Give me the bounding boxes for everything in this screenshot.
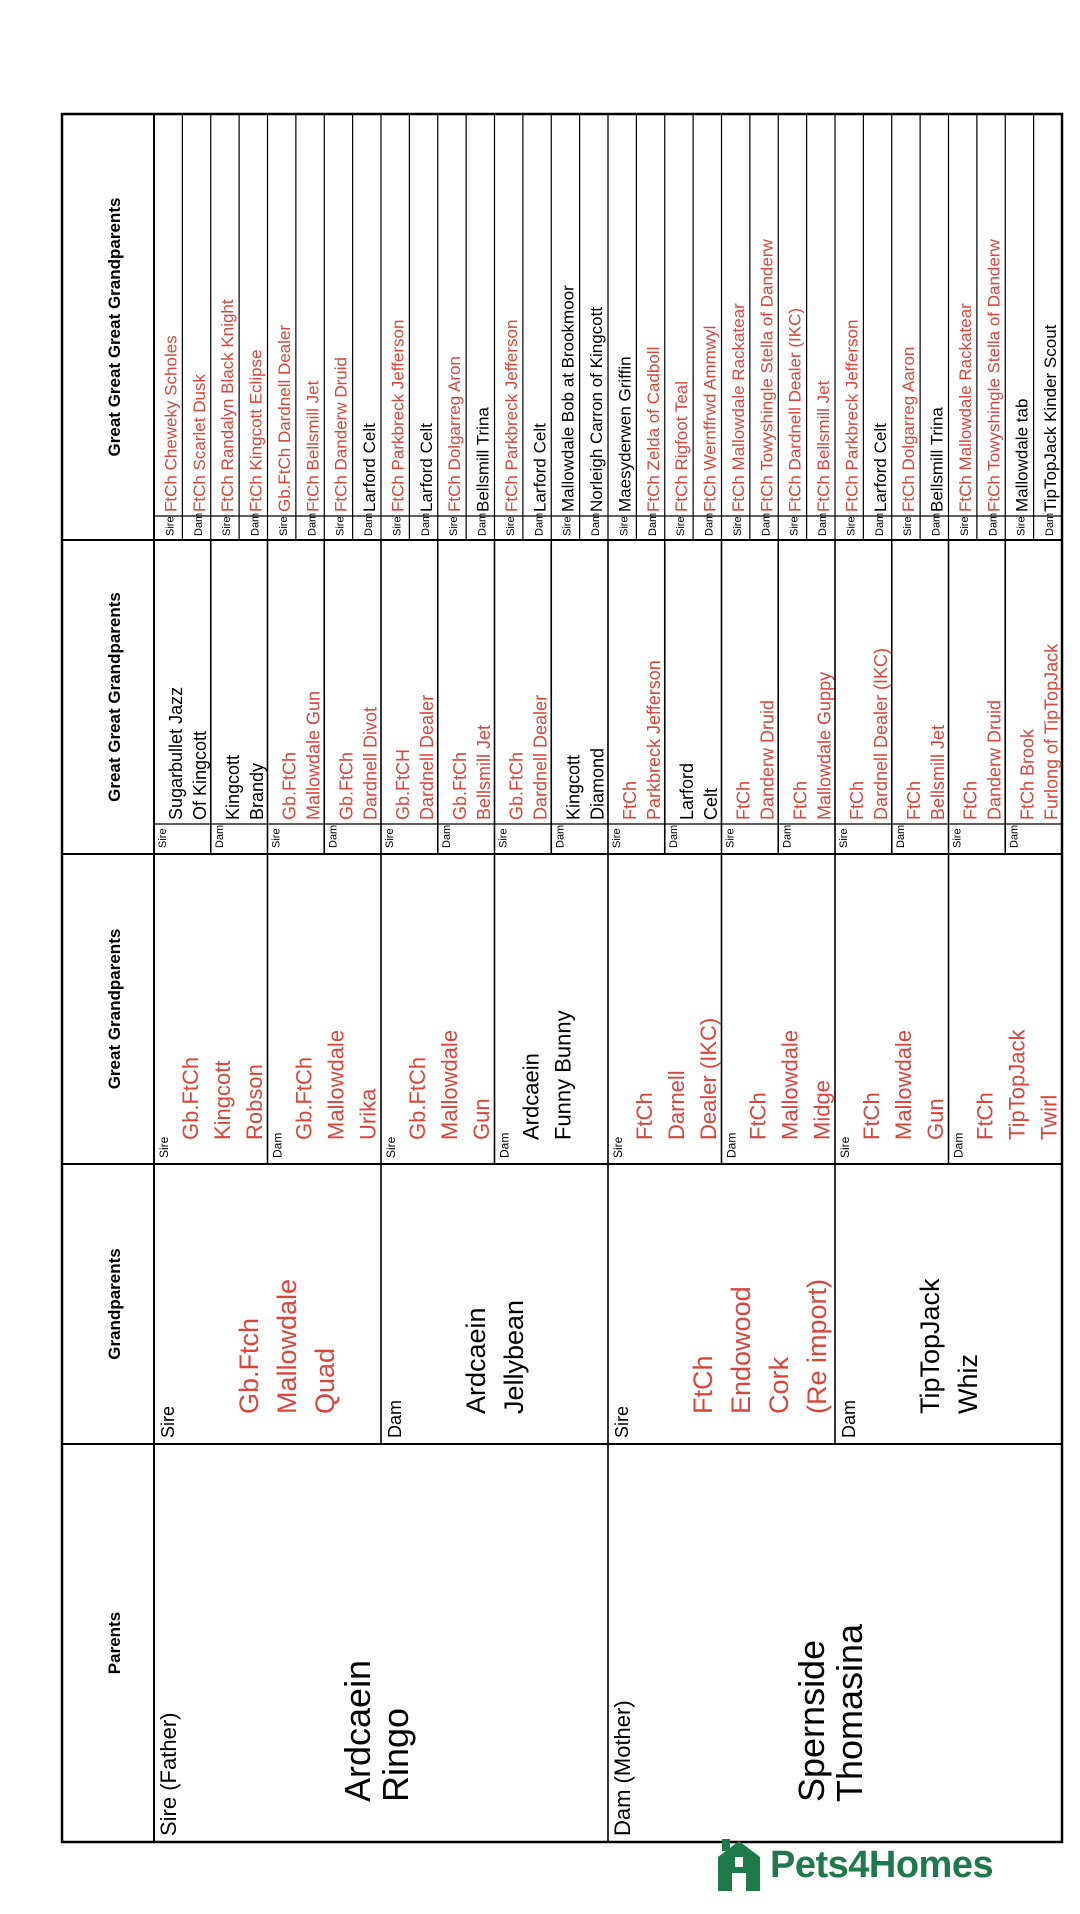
ggg-role-label: Sire (618, 516, 631, 536)
ggg-role-label: Dam (1044, 512, 1056, 536)
parents-name: Spernside (791, 1639, 832, 1802)
gg_grandparents-role-label: Dam (554, 824, 567, 848)
ggg-name: Larford Celt (360, 423, 379, 512)
ggg-name: FtCh Parkbreck Jefferson (388, 319, 408, 512)
ggg-name: FtCh Dardnell Dealer (IKC) (785, 307, 805, 512)
gg_grandparents-name: FtCh Brook (1017, 728, 1038, 820)
ggg-role-label: Dam (419, 512, 432, 536)
gg_grandparents-role-label: Sire (724, 828, 737, 848)
ggg-name: Larford Celt (416, 423, 436, 512)
great_grandparents-name: Urika (355, 1088, 381, 1140)
great_grandparents-name: Mallowdale (891, 1029, 916, 1140)
gg_grandparents-name: Dardnell Dealer (530, 694, 551, 820)
great_grandparents-name: Dealer (IKC) (696, 1017, 721, 1140)
grandparents-name: TipTopJack (915, 1278, 945, 1414)
great_grandparents-role-label: Dam (497, 1132, 512, 1158)
gg_grandparents-role-label: Dam (894, 824, 907, 848)
ggg-name: Gb.FtCh Dardnell Dealer (274, 324, 294, 512)
ggg-role-label: Dam (533, 512, 546, 536)
gg_grandparents-role-label: Sire (951, 828, 964, 848)
gg_grandparents-role-label: Sire (611, 828, 623, 848)
ggg-role-label: Dam (873, 512, 886, 536)
gg_grandparents-name: FtCh (790, 780, 811, 820)
ggg-role-label: Dam (363, 512, 375, 536)
gg_grandparents-role-label: Dam (667, 824, 680, 848)
ggg-role-label: Dam (306, 512, 319, 536)
ggg-name: FtCh Danderw Druid (331, 357, 351, 512)
ggg-role-label: Dam (192, 512, 205, 536)
gg_grandparents-name: Bellsmill Jet (927, 724, 948, 820)
gg_grandparents-role-label: Dam (327, 824, 340, 848)
ggg-name: FtCh Wernffrwd Ammwyl (700, 325, 720, 512)
ggg-name: FtCh Bellsmill Jet (303, 380, 323, 512)
header-parents: Parents (105, 1611, 124, 1675)
great_grandparents-name: Mallowdale (777, 1029, 803, 1140)
gg_grandparents-name: Of Kingcott (190, 730, 210, 820)
great_grandparents-name: Gb.FtCh (178, 1056, 203, 1140)
ggg-name: TipTopJack Kinder Scout (1041, 324, 1060, 512)
ggg-name: FtCh Cheweky Scholes (161, 335, 181, 512)
pets4homes-logo[interactable] (714, 1832, 993, 1898)
ggg-role-label: Sire (277, 516, 290, 536)
header-great-grandparents: Great Grandparents (105, 928, 124, 1090)
gg_grandparents-name: FtCh (903, 780, 924, 820)
grandparents-role-label: Dam (385, 1399, 405, 1438)
gg_grandparents-role-label: Dam (213, 824, 226, 848)
gg_grandparents-name: Celt (700, 787, 721, 820)
ggg-role-label: Dam (646, 512, 659, 536)
ggg-role-label: Sire (1015, 516, 1028, 536)
gg_grandparents-name: Sugarbullet Jazz (166, 686, 186, 820)
ggg-role-label: Dam (590, 512, 602, 536)
ggg-name: FtCh Parkbreck Jefferson (501, 319, 521, 512)
gg_grandparents-name: FtCh (847, 780, 867, 820)
ggg-role-label: Sire (221, 516, 234, 536)
ggg-role-label: Sire (391, 516, 404, 536)
grandparents-role-label: Dam (839, 1399, 859, 1438)
gg_grandparents-role-label: Sire (497, 828, 510, 848)
great_grandparents-name: Gun (923, 1098, 948, 1140)
ggg-name: Maesyderwen Griffin (615, 356, 635, 512)
ggg-role-label: Sire (675, 516, 688, 536)
gg_grandparents-name: Larford (676, 762, 697, 820)
gg_grandparents-name: FtCh (960, 780, 981, 820)
gg_grandparents-role-label: Dam (1008, 824, 1021, 848)
ggg-name: Bellsmill Trina (473, 407, 493, 512)
ggg-name: FtCh Kingcott Eclipse (246, 349, 266, 512)
logo-text: Pets4Homes (770, 1843, 994, 1886)
gg_grandparents-name: Dardnell Dealer (IKC) (871, 647, 891, 820)
grandparents-name: Jellybean (499, 1299, 529, 1414)
great_grandparents-role-label: Dam (951, 1132, 966, 1158)
ggg-role-label: Sire (334, 516, 347, 536)
great_grandparents-name: FtCh (972, 1092, 998, 1140)
ggg-role-label: Dam (703, 512, 716, 536)
gg_grandparents-role-label: Sire (384, 828, 396, 848)
grandparents-name: Mallowdale (272, 1278, 302, 1414)
grandparents-name: Cork (764, 1356, 794, 1414)
great_grandparents-name: Kingcott (210, 1060, 235, 1140)
great_grandparents-name: Twirl (1036, 1094, 1062, 1140)
ggg-role-label: Sire (448, 516, 461, 536)
gg_grandparents-name: Dardnell Dealer (417, 694, 437, 820)
ggg-role-label: Dam (249, 512, 262, 536)
header-ggg-grandparents: Great Great Great Grandparents (105, 197, 124, 457)
great_grandparents-name: FtCh (859, 1092, 884, 1140)
great_grandparents-name: Darnell (664, 1070, 689, 1140)
gg_grandparents-name: Gb.FtCh (336, 751, 357, 820)
grandparents-name: Endowood (726, 1286, 756, 1414)
ggg-name: Bellsmill Trina (927, 407, 947, 512)
ggg-name: FtCh Mallowdale Rackatear (955, 303, 975, 512)
ggg-name: FtCh Mallowdale Rackatear (728, 303, 748, 512)
great_grandparents-name: Gun (469, 1098, 494, 1140)
ggg-name: FtCh Parkbreck Jefferson (842, 319, 862, 512)
great_grandparents-role-label: Sire (157, 1136, 171, 1158)
great_grandparents-name: Mallowdale (323, 1029, 349, 1140)
great_grandparents-name: FtCh (632, 1092, 657, 1140)
great_grandparents-name: Gb.FtCh (291, 1056, 317, 1140)
ggg-role-label: Sire (561, 516, 574, 536)
gg_grandparents-name: FtCh (733, 780, 754, 820)
gg_grandparents-name: Gb.FtCh (279, 751, 300, 820)
gg_grandparents-role-label: Dam (440, 824, 453, 848)
grandparents-name: (Re import) (802, 1278, 832, 1414)
ggg-role-label: Sire (788, 516, 801, 536)
ggg-name: FtCh Bellsmill Jet (814, 380, 833, 512)
gg_grandparents-name: Mallowdale Guppy (814, 671, 835, 820)
great_grandparents-name: Gb.FtCh (405, 1056, 430, 1140)
gg_grandparents-name: Gb.FtCH (393, 748, 413, 820)
gg_grandparents-name: Kingcott (222, 754, 243, 820)
gg_grandparents-name: Diamond (587, 747, 608, 820)
ggg-role-label: Sire (731, 516, 744, 536)
parents-name: Ringo (375, 1707, 416, 1802)
great_grandparents-role-label: Sire (611, 1136, 625, 1158)
gg_grandparents-name: Furlong of TipTopJack (1041, 643, 1062, 820)
gg_grandparents-role-label: Sire (838, 828, 850, 848)
great_grandparents-name: Robson (242, 1064, 267, 1140)
grandparents-name: Ardcaein (461, 1307, 491, 1414)
ggg-role-label: Sire (958, 516, 971, 536)
ggg-role-label: Sire (902, 516, 915, 536)
grandparents-name: FtCh (688, 1355, 718, 1414)
ggg-name: FtCh Zelda of Cadboll (643, 346, 663, 512)
gg_grandparents-role-label: Sire (270, 828, 283, 848)
gg_grandparents-name: Brandy (246, 762, 267, 820)
great_grandparents-role-label: Sire (838, 1136, 852, 1158)
gg_grandparents-name: Bellsmill Jet (473, 724, 494, 820)
great_grandparents-name: FtCh (745, 1092, 771, 1140)
great_grandparents-name: TipTopJack (1004, 1029, 1030, 1140)
grandparents-name: Gb.Ftch (234, 1317, 264, 1414)
grandparents-role-label: Sire (612, 1405, 632, 1438)
ggg-name: Norleigh Carron of Kingcott (587, 306, 606, 512)
ggg-name: FtCh Rigfoot Teal (672, 380, 692, 512)
gg_grandparents-name: Danderw Druid (984, 699, 1005, 820)
ggg-name: Mallowdale Bob at Brookmoor (558, 285, 578, 512)
ggg-role-label: Sire (845, 516, 858, 536)
header-grandparents: Grandparents (105, 1248, 124, 1360)
ggg-role-label: Dam (760, 512, 773, 536)
great_grandparents-role-label: Dam (724, 1132, 739, 1158)
ggg-name: FtCh Dolgarreg Aron (445, 356, 465, 512)
ggg-name: FtCh Dolgarreg Aaron (899, 346, 919, 512)
ggg-name: FtCh Scarlet Dusk (189, 374, 209, 512)
header-gg-grandparents: Great Great Grandparents (105, 592, 124, 802)
house-logo-icon (714, 1837, 764, 1893)
ggg-name: FtCh Randalyn Black Knight (218, 299, 238, 512)
grandparents-role-label: Sire (158, 1405, 178, 1438)
gg_grandparents-role-label: Dam (781, 824, 794, 848)
ggg-name: FtCh Towyshingle Stella of Danderw (984, 239, 1004, 512)
ggg-role-label: Dam (930, 512, 943, 536)
gg_grandparents-name: Mallowdale Gun (303, 690, 324, 820)
great_grandparents-name: Midge (809, 1080, 835, 1140)
gg_grandparents-name: Kingcott (563, 754, 584, 820)
great_grandparents-name: Mallowdale (437, 1029, 462, 1140)
great_grandparents-name: Funny Bunny (550, 1010, 576, 1140)
ggg-role-label: Dam (476, 512, 489, 536)
ggg-role-label: Dam (817, 512, 829, 536)
gg_grandparents-name: Dardnell Divot (360, 706, 381, 820)
parents-role-label: Sire (Father) (156, 1712, 181, 1836)
parents-role-label: Dam (Mother) (610, 1700, 635, 1836)
gg_grandparents-name: Parkbreck Jefferson (644, 660, 664, 820)
great_grandparents-role-label: Dam (270, 1132, 285, 1158)
grandparents-name: Whiz (953, 1354, 983, 1414)
gg_grandparents-name: Danderw Druid (757, 699, 778, 820)
gg_grandparents-name: Gb.FtCh (449, 751, 470, 820)
grandparents-name: Quad (310, 1347, 340, 1414)
gg_grandparents-name: Gb.FtCh (506, 751, 527, 820)
great_grandparents-name: Ardcaein (518, 1053, 544, 1140)
ggg-role-label: Sire (164, 516, 177, 536)
ggg-role-label: Sire (504, 516, 517, 536)
ggg-name: Mallowdale tab (1012, 398, 1032, 512)
great_grandparents-role-label: Sire (384, 1136, 398, 1158)
ggg-name: Larford Celt (530, 423, 550, 512)
ggg-name: FtCh Towyshingle Stella of Danderw (757, 239, 777, 512)
ggg-role-label: Dam (987, 512, 1000, 536)
gg_grandparents-role-label: Sire (157, 828, 169, 848)
parents-name: Thomasina (829, 1623, 870, 1802)
parents-name: Ardcaein (337, 1659, 378, 1802)
ggg-name: Larford Celt (870, 423, 890, 512)
gg_grandparents-name: FtCh (620, 780, 640, 820)
